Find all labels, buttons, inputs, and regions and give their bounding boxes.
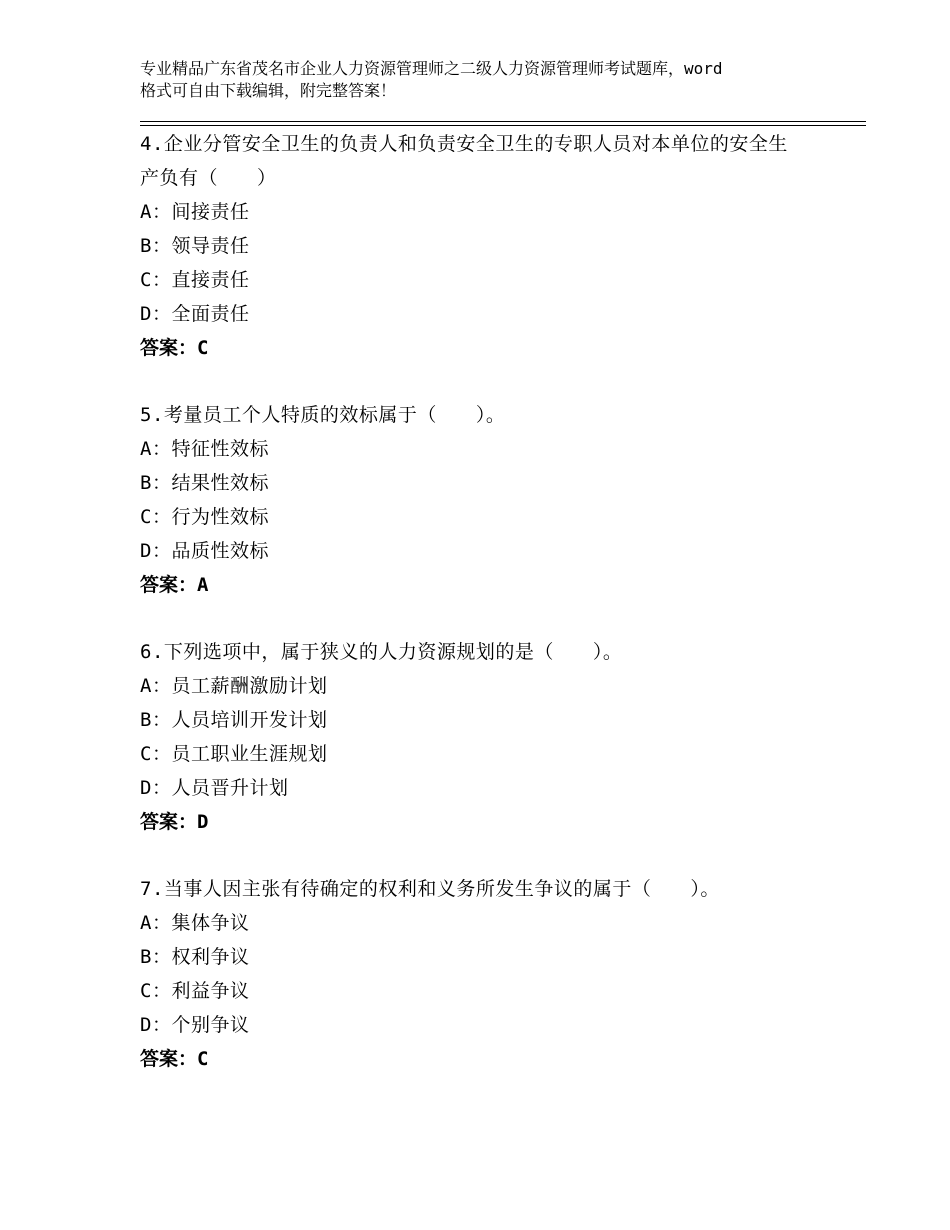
header-divider-top <box>140 121 866 122</box>
option-a: A：员工薪酬激励计划 <box>140 675 328 697</box>
document-header <box>140 58 840 102</box>
answer: 答案：D <box>140 811 209 833</box>
question-5 <box>140 398 860 602</box>
question-list <box>140 127 860 1109</box>
header-line-1: 专业精品广东省茂名市企业人力资源管理师之二级人力资源管理师考试题库，word <box>140 59 723 78</box>
option-d: D：全面责任 <box>140 303 250 325</box>
question-stem: 6.下列选项中，属于狭义的人力资源规划的是（ ）。 <box>140 641 623 663</box>
header-divider-bottom <box>140 125 866 126</box>
option-c: C：利益争议 <box>140 980 250 1002</box>
question-7 <box>140 872 860 1076</box>
question-6 <box>140 635 860 839</box>
option-a: A：间接责任 <box>140 201 250 223</box>
option-a: A：特征性效标 <box>140 438 269 460</box>
option-a: A：集体争议 <box>140 912 250 934</box>
question-stem: 4.企业分管安全卫生的负责人和负责安全卫生的专职人员对本单位的安全生产负有（ ） <box>140 133 788 189</box>
answer: 答案：A <box>140 574 209 596</box>
answer: 答案：C <box>140 337 209 359</box>
option-d: D：品质性效标 <box>140 540 269 562</box>
option-d: D：个别争议 <box>140 1014 250 1036</box>
option-c: C：行为性效标 <box>140 506 269 528</box>
option-b: B：领导责任 <box>140 235 250 257</box>
option-b: B：结果性效标 <box>140 472 269 494</box>
option-b: B：权利争议 <box>140 946 250 968</box>
header-line-2: 格式可自由下载编辑，附完整答案！ <box>140 81 397 100</box>
answer: 答案：C <box>140 1048 209 1070</box>
option-d: D：人员晋升计划 <box>140 777 289 799</box>
option-c: C：员工职业生涯规划 <box>140 743 328 765</box>
question-stem: 7.当事人因主张有待确定的权利和义务所发生争议的属于（ ）。 <box>140 878 720 900</box>
question-stem: 5.考量员工个人特质的效标属于（ ）。 <box>140 404 506 426</box>
question-4 <box>140 127 860 365</box>
option-c: C：直接责任 <box>140 269 250 291</box>
option-b: B：人员培训开发计划 <box>140 709 328 731</box>
